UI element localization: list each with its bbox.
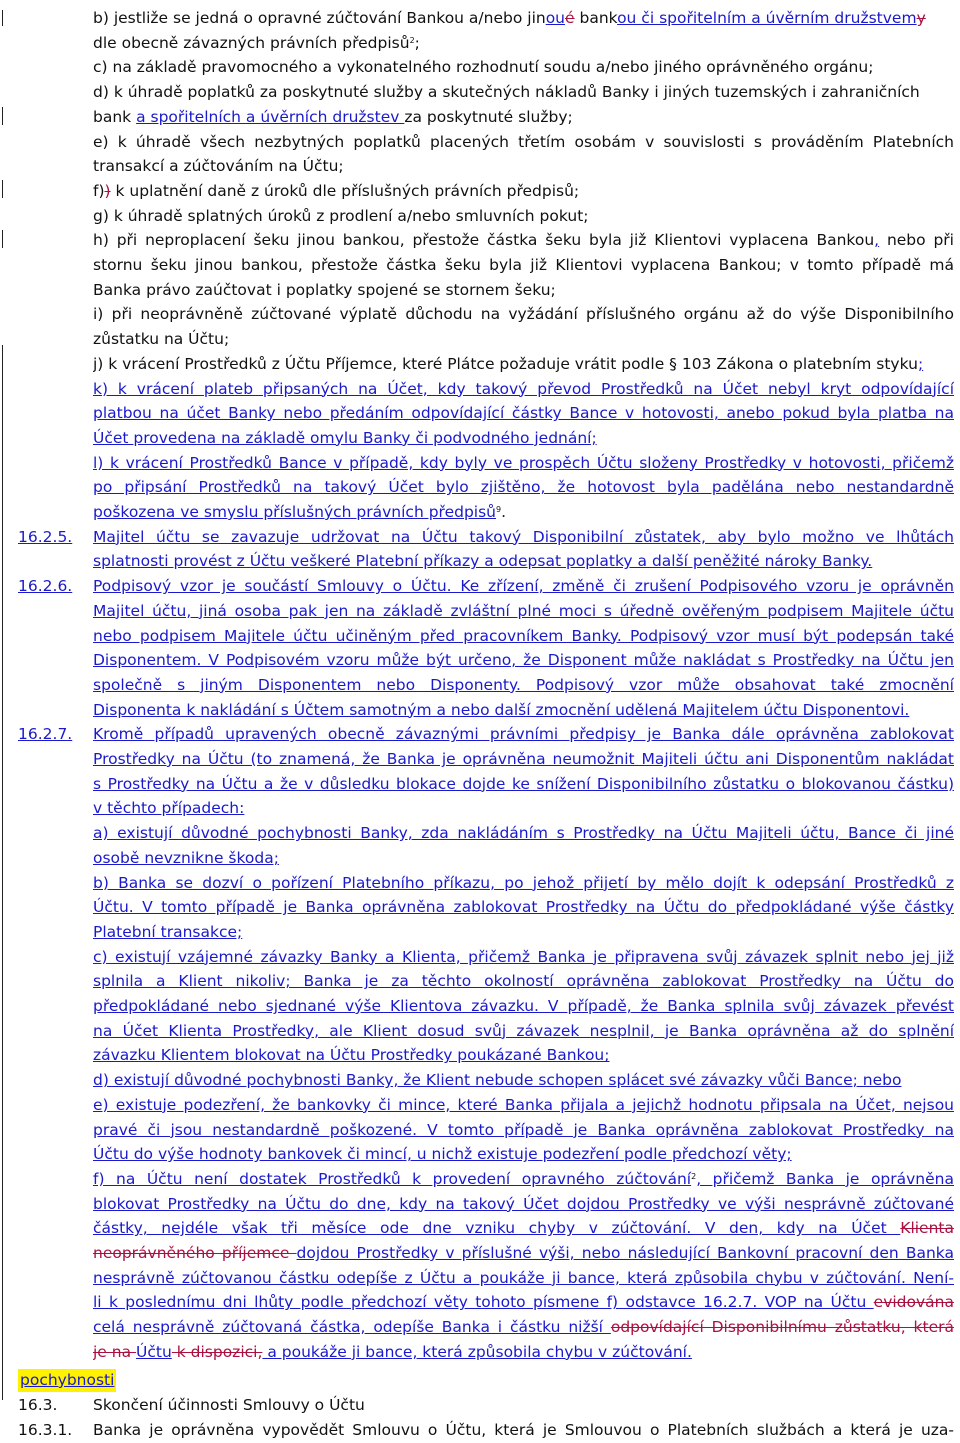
change-bar: [2, 345, 3, 1400]
footnote-ref: 2: [409, 35, 415, 45]
deleted-text: evidována: [873, 1293, 954, 1312]
deleted-text: ): [104, 181, 111, 200]
text-run: e) k úhradě všech nezbytných poplatků placených třetím osobám v souvislosti s prováděním Platebních: [93, 132, 954, 151]
section-number: 16.3.1.: [18, 1421, 73, 1439]
footnote-ref: 2: [691, 1171, 697, 1181]
inserted-text: e) existuje podezření, že bankovky či mince, které Banka přijala a jejichž hodnotu připsala na Účet, nejsou: [93, 1095, 954, 1114]
paragraph-line: [93, 1118, 954, 1143]
paragraph-line: [93, 574, 954, 599]
paragraph-line: [93, 1290, 954, 1315]
inserted-text: a poukáže ji bance, která způsobila chybu v zúčtování.: [262, 1342, 692, 1361]
paragraph-line: [93, 179, 954, 204]
paragraph-line: [93, 130, 954, 155]
text-run: transakcí a zúčtováním na Účtu;: [93, 157, 344, 176]
inserted-text: a spořitelních a úvěrních družstev: [136, 107, 405, 126]
inserted-text: dojdou Prostředky v příslušné výši, nebo následující Bankovní pracovní den Banka: [296, 1244, 954, 1262]
paragraph-line: Banka je oprávněna vypovědět Smlouvu o Účtu, která je Smlouvou o Platebních službách a která je uza-: [93, 1421, 954, 1439]
inserted-text: a) existují důvodné pochybnosti Banky, zda nakládáním s Prostředky na Účtu Majiteli účtu, Bance či jiné: [93, 824, 954, 843]
paragraph-line: [93, 500, 954, 525]
inserted-text: Účet provedena na základě omylu Banky či podvodného jednání;: [93, 428, 597, 447]
paragraph-line: [93, 105, 954, 130]
inserted-text: k) k vrácení plateb připsaných na Účet, kdy takový převod Prostředků na Účet nebyl kryt odpovídající: [93, 379, 954, 398]
deleted-text: odpovídající Disponibilnímu zůstatku, která: [610, 1318, 954, 1337]
text-run: b) jestliže se jedná o opravné zúčtování Bankou a/nebo jin: [93, 9, 546, 27]
paragraph-line: [93, 154, 954, 179]
inserted-text: Kromě případů upravených obecně závaznými právními předpisy je Banka dále oprávněna zablokovat: [93, 725, 954, 744]
paragraph-line: [93, 945, 954, 970]
paragraph-line: [93, 426, 954, 451]
deleted-text: y: [916, 9, 926, 27]
paragraph-line: [93, 871, 954, 896]
inserted-text: pravé či jsou nestandardně poškozené. V tomto případě je Banka oprávněna zablokovat Prostředky na: [93, 1120, 954, 1139]
paragraph-line: [93, 772, 954, 797]
paragraph-line: [93, 722, 954, 747]
inserted-text: splatnosti provést z Účtu veškeré Platební příkazy a odepsat poplatky a další peněžité nároky Banky.: [93, 552, 873, 571]
text-run: bank: [93, 107, 137, 126]
paragraph-line: [93, 352, 954, 377]
inserted-text: Účtu do výše hodnoty bankovek či mincí, u nichž existuje podezření podle předchozí věty;: [93, 1145, 792, 1164]
paragraph-line: [93, 1315, 954, 1340]
paragraph-line: [93, 1043, 954, 1068]
paragraph-line: [93, 55, 954, 80]
paragraph-line: [93, 1340, 954, 1365]
text-run: ;: [414, 33, 420, 52]
paragraph-line: [93, 302, 954, 327]
text-run: zůstatku na Účtu;: [93, 330, 230, 349]
paragraph-line: [93, 1019, 954, 1044]
paragraph-line: [93, 377, 954, 402]
text-run: za poskytnuté služby;: [404, 107, 573, 126]
inserted-text: c) existují vzájemné závazky Banky a Klienta, přičemž Banka je připravena svůj závazek splnit nebo jej již: [93, 947, 954, 966]
inserted-text: Disponentem. V Podpisovém vzoru může být určeno, že Disponent může nakládat s Prostředky na Účtu jen: [93, 651, 954, 670]
paragraph-line: [93, 698, 954, 723]
paragraph-line: [93, 31, 954, 56]
deleted-text: je na: [93, 1342, 137, 1361]
inserted-text: platbou na účet Banky nebo předáním odpovídající částky Bance v hotovosti, anebo pokud byla platba na: [93, 404, 954, 423]
paragraph-line: [93, 673, 954, 698]
text-run: g) k úhradě splatných úroků z prodlení a/nebo smluvních pokut;: [93, 206, 589, 225]
inserted-text: Prostředky na Účtu (to znamená, že Banka je oprávněna neumožnit Majiteli účtu ani Disponentům nakládat: [93, 750, 954, 768]
change-bar: [2, 10, 3, 26]
inserted-text: ,: [874, 231, 880, 250]
inserted-text: poškozena ve smyslu příslušných právních předpisů: [93, 503, 496, 521]
paragraph-line: [93, 994, 954, 1019]
section-number: 16.2.6.: [18, 577, 73, 596]
paragraph-line: [93, 228, 954, 253]
inserted-text: s Prostředky na Účtu a že v důsledku blokace dojde ke snížení Disponibilního zůstatku o blokovanou částku): [93, 774, 954, 793]
paragraph-line: [93, 969, 954, 994]
paragraph-line: [93, 451, 954, 476]
deleted-text: neoprávněného příjemce: [93, 1244, 297, 1262]
paragraph-line: [93, 80, 954, 105]
deleted-text: k dispozici,: [171, 1342, 263, 1361]
inserted-text: Majitel účtu se zavazuje udržovat na Účtu takový Disponibilní zůstatek, aby bylo možno ve lhůtách: [93, 527, 954, 546]
footnote-ref: 9: [496, 505, 502, 514]
text-run: stornu šeku jinou bankou, přestože částka šeku byla již Klientovi vyplacena Bankou; v tomto případě má: [93, 256, 954, 274]
inserted-text: Účtu. V tomto případě je Banka oprávněna zablokovat Prostředky na Účtu do předpokládané výše částky: [93, 898, 954, 917]
paragraph-line: [93, 549, 954, 574]
paragraph-line: [93, 475, 954, 500]
paragraph-line: [93, 1266, 954, 1291]
paragraph-line: [93, 6, 954, 31]
section-heading: Skončení účinnosti Smlouvy o Účtu: [93, 1396, 365, 1414]
paragraph-line: [93, 525, 954, 550]
text-run: d) k úhradě poplatků za poskytnuté služby a skutečných nákladů Banky i jiných tuzemských i zahraničních: [93, 83, 920, 102]
inserted-text: b) Banka se dozví o pořízení Platebního příkazu, po jehož přijetí by mělo dojít k odepsání Prostředků z: [93, 873, 954, 892]
text-run: j) k vrácení Prostředků z Účtu Příjemce, které Plátce požaduje vrátit podle § 103 Zákona o platebním styku: [93, 354, 918, 373]
inserted-text: Platební transakce;: [93, 922, 243, 941]
highlighted-word: pochybnosti: [18, 1369, 116, 1392]
paragraph-line: [93, 846, 954, 871]
paragraph-line: [93, 648, 954, 673]
paragraph-line: [93, 1167, 954, 1192]
change-bar: [2, 180, 3, 198]
inserted-text: blokovat Prostředky na Účtu do dne, kdy na takový Účet dojdou Prostředky ve výši nesprávně zúčtované: [93, 1194, 954, 1213]
section-number: 16.3.: [18, 1396, 58, 1414]
inserted-text: li k poslednímu dni lhůty podle předchozí věty tohoto písmene f) odstavce 16.2.7. VOP na Účtu: [93, 1293, 874, 1312]
paragraph-line: [93, 624, 954, 649]
paragraph-line: [93, 895, 954, 920]
inserted-text: Podpisový vzor je součástí Smlouvy o Účtu. Ke zřízení, změně či zrušení Podpisového vzoru je oprávněn: [93, 577, 954, 596]
inserted-text: závazku Klientem blokovat na Účtu Prostředky poukázané Bankou;: [93, 1046, 610, 1065]
paragraph-line: [93, 1068, 954, 1093]
paragraph-line: [93, 278, 954, 303]
inserted-text: celá nesprávně zúčtovaná částka, odepíše Banka i částku nižší: [93, 1318, 611, 1337]
inserted-text: na Účet Klienta Prostředky, ale Klient dosud svůj závazek nesplnil, je Banka oprávněna až do splnění: [93, 1021, 954, 1040]
inserted-text: , přičemž Banka je oprávněna: [696, 1169, 954, 1188]
inserted-text: v těchto případech:: [93, 799, 245, 818]
inserted-text: splnila a Klient nikoliv; Banka je za těchto okolností oprávněna zablokovat Prostředky na Účtu do: [93, 972, 954, 991]
change-bar: [2, 107, 3, 125]
text-run: i) při neoprávněně zúčtované výplatě důchodu na vyžádání příslušného orgánu až do výše Disponibilního: [93, 305, 954, 324]
paragraph-line: [93, 253, 954, 278]
text-run: nebo při: [879, 231, 954, 250]
change-bar: [2, 230, 3, 248]
text-run: c) na základě pravomocného a vykonatelného rozhodnutí soudu a/nebo jiného oprávněného orgánu;: [93, 58, 874, 77]
inserted-text: ou: [545, 9, 566, 27]
text-run: bank: [574, 9, 618, 27]
inserted-text: Majitel účtu, jiná osoba pak jen na základě zvláštní plné moci s úředně ověřeným podpisem Majitele účtu: [93, 601, 954, 620]
paragraph-line: [93, 204, 954, 229]
paragraph-line: [93, 1093, 954, 1118]
inserted-text: Účtu: [136, 1342, 172, 1361]
inserted-text: ou či spořitelním a úvěrním družstvem: [617, 9, 917, 27]
inserted-text: společně s jiným Disponentem nebo Disponenty. Podpisový vzor může obsahovat také zmocnění: [93, 675, 954, 694]
paragraph-line: [93, 796, 954, 821]
inserted-text: částky, nejdéle však tři měsíce ode dne vzniku chyby v zúčtování. V den, kdy na Účet: [93, 1219, 901, 1238]
inserted-text: po připsání Prostředků na takový Účet bylo zjištěno, že hotovost byla padělána nebo nestandardně: [93, 478, 954, 497]
paragraph-line: [93, 1216, 954, 1241]
section-number: 16.2.7.: [18, 725, 73, 744]
paragraph-line: [93, 1192, 954, 1217]
inserted-text: f) na Účtu není dostatek Prostředků k provedení opravného zúčtování: [93, 1169, 692, 1188]
text-run: Banka právo zaúčtovat i poplatky spojené se stornem šeku;: [93, 280, 556, 299]
inserted-text: nebo podpisem Majitele účtu učiněným před pracovníkem Banky. Podpisový vzor musí být podepsán také: [93, 626, 954, 645]
text-run: f): [93, 181, 105, 200]
inserted-text: d) existují důvodné pochybnosti Banky, že Klient nebude schopen splácet své závazky vůči Bance; nebo: [93, 1071, 902, 1090]
text-run: h) při neproplacení šeku jinou bankou, přestože částka šeku byla již Klientovi vyplacena Bankou: [93, 231, 875, 250]
paragraph-line: [93, 327, 954, 352]
deleted-text: Klienta: [900, 1219, 954, 1238]
text-run: .: [501, 503, 507, 521]
inserted-text: ;: [917, 354, 924, 373]
paragraph-line: [93, 920, 954, 945]
inserted-text: osobě nevznikne škoda;: [93, 848, 279, 867]
paragraph-line: [93, 401, 954, 426]
inserted-text: Disponenta k nakládání s Účtem samotným a nebo další zmocnění udělená Majitelem účtu Disponentovi.: [93, 700, 910, 719]
paragraph-line: [93, 1142, 954, 1167]
deleted-text: é: [565, 9, 575, 27]
paragraph-line: [93, 599, 954, 624]
paragraph-line: [93, 821, 954, 846]
text-run: k uplatnění daně z úroků dle příslušných právních předpisů;: [110, 181, 580, 200]
text-run: dle obecně závazných právních předpisů: [93, 33, 410, 52]
inserted-text: nesprávně zúčtovanou částku odepíše z Účtu a poukáže ji bance, která způsobila chybu v zúčtování. Není-: [93, 1268, 954, 1287]
paragraph-line: [93, 747, 954, 772]
inserted-text: předpokládané nebo sjednané výše Klientova závazku. V případě, že Banka splnila svůj závazek převést: [93, 997, 954, 1015]
paragraph-line: [93, 1241, 954, 1266]
inserted-text: l) k vrácení Prostředků Bance v případě, kdy byly ve prospěch Účtu složeny Prostředky v hotovosti, přičemž: [93, 453, 954, 472]
section-number: 16.2.5.: [18, 527, 73, 546]
